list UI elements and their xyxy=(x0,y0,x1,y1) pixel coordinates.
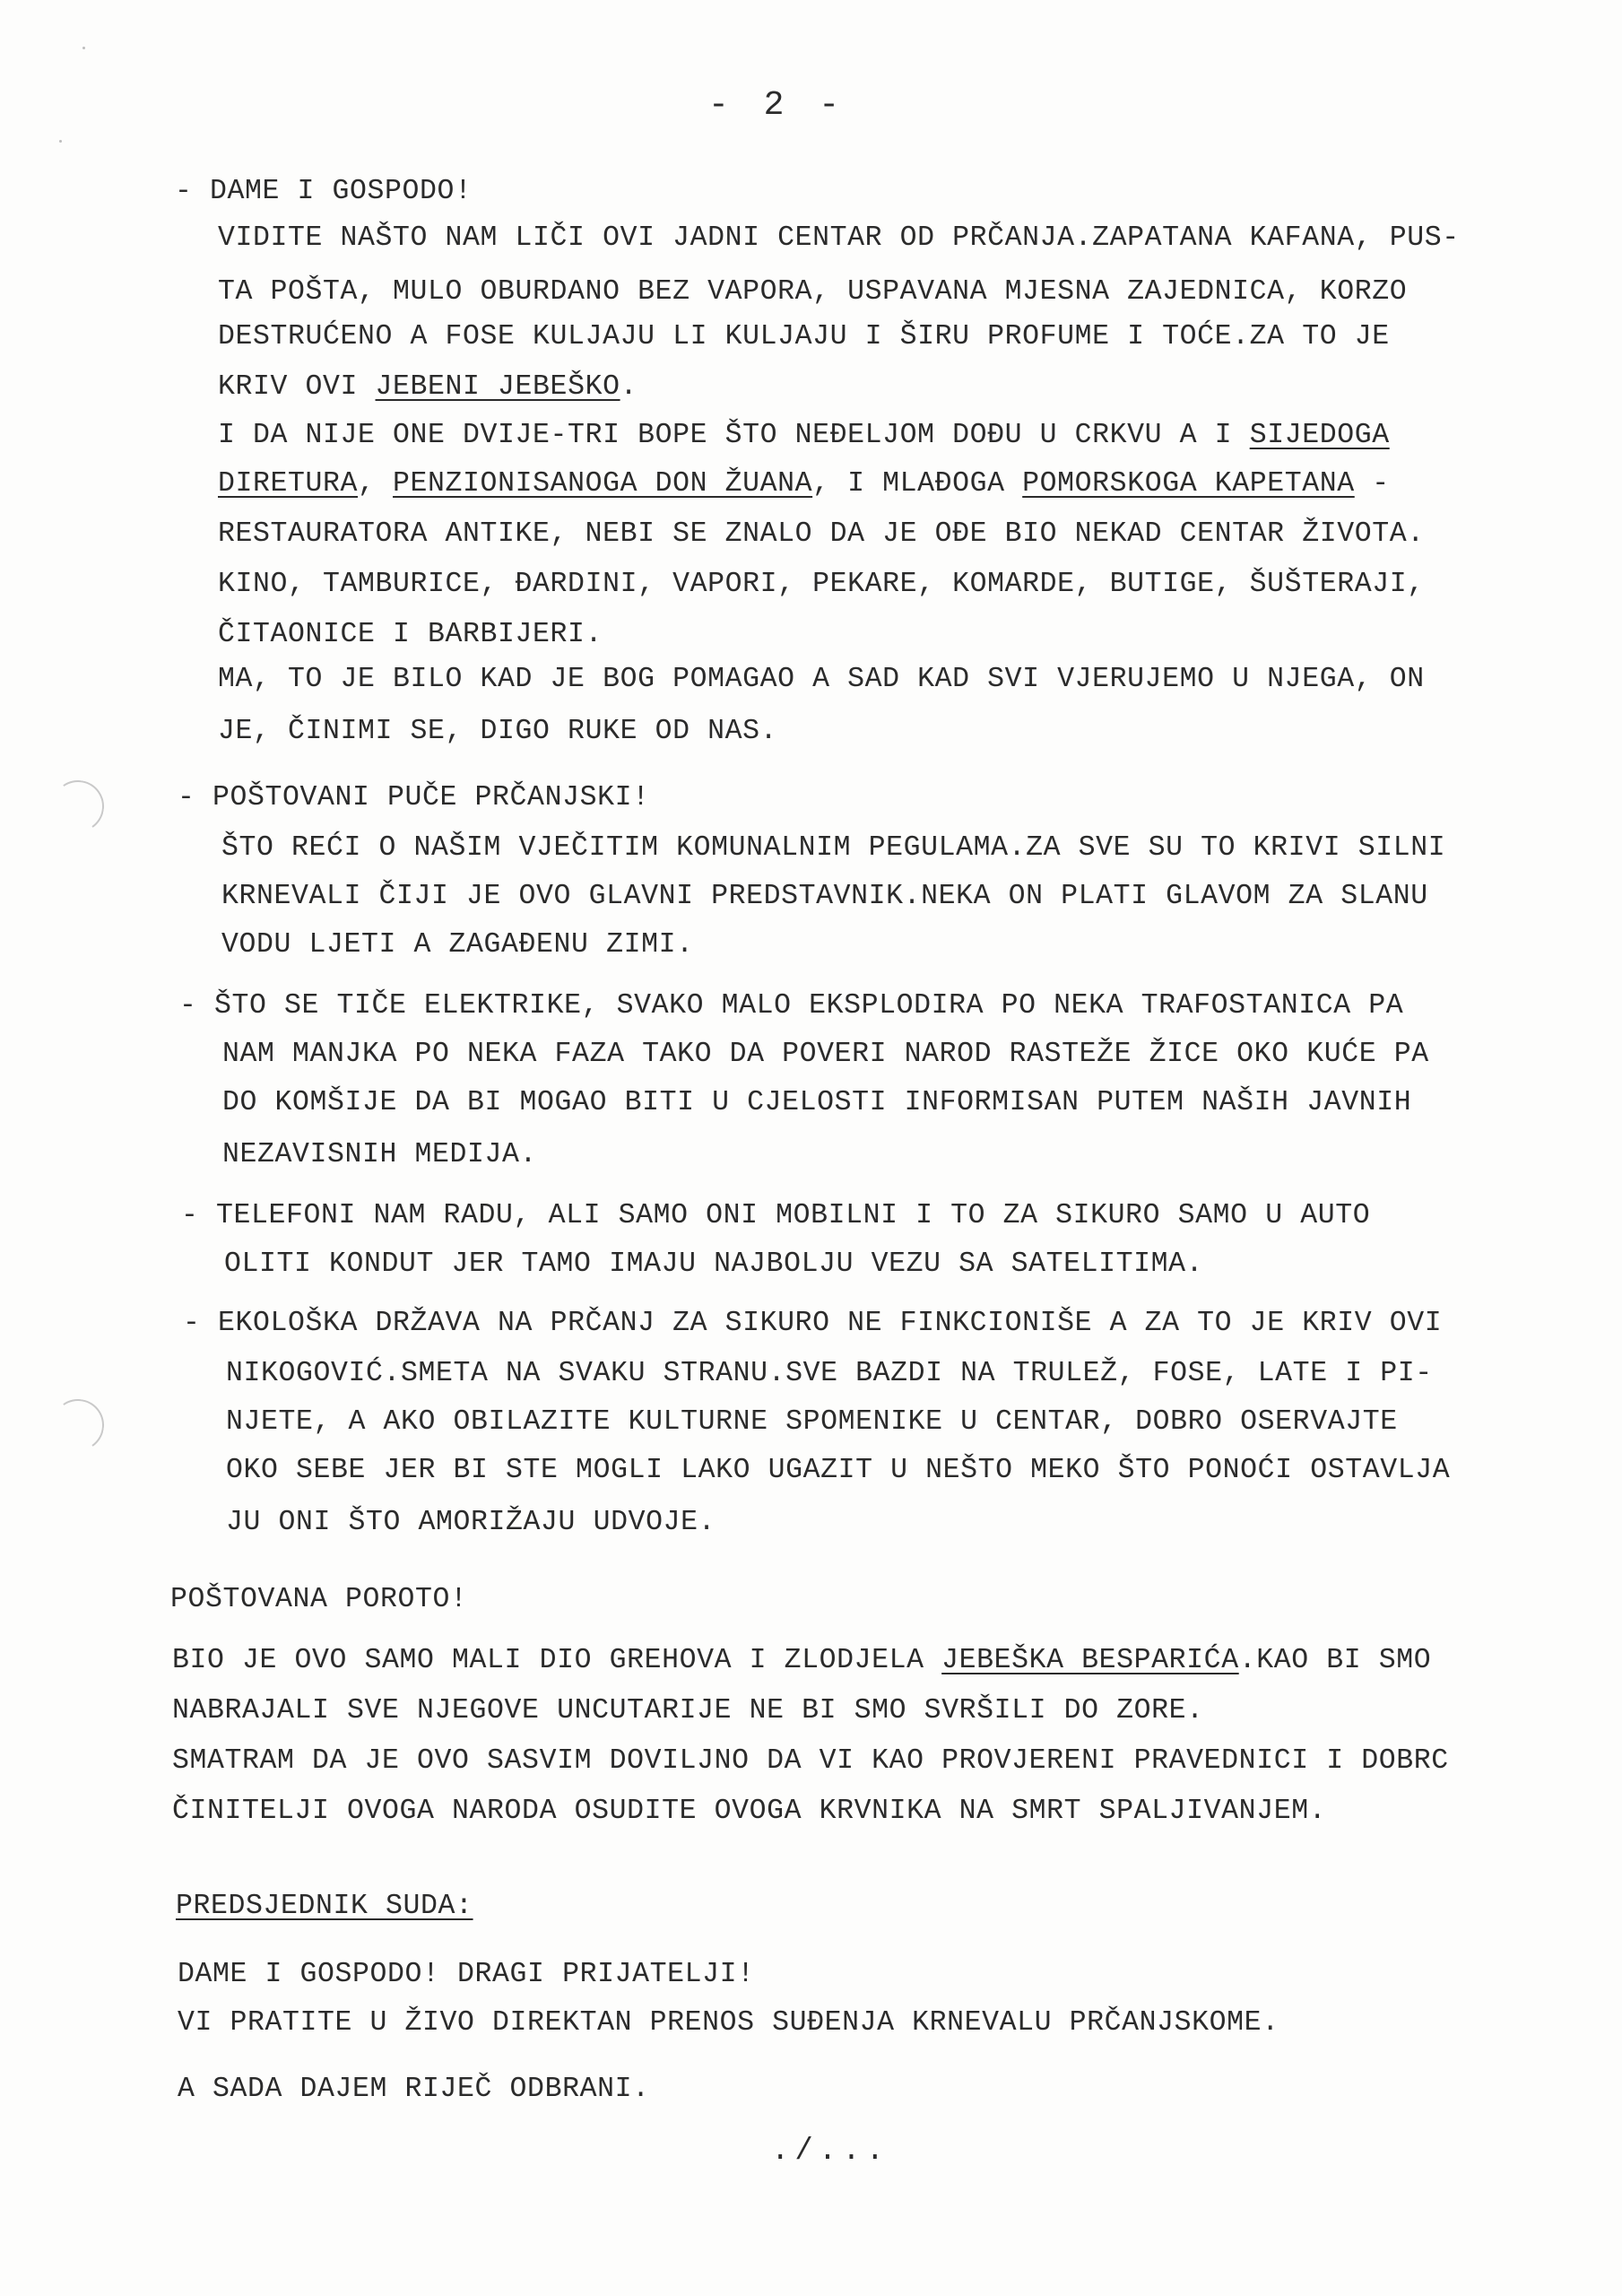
text-line: MA, TO JE BILO KAD JE BOG POMAGAO A SAD KAD SVI VJERUJEMO U NJEGA, ON xyxy=(218,664,1425,695)
page-number: - 2 - xyxy=(708,86,847,125)
text-line: KINO, TAMBURICE, ĐARDINI, VAPORI, PEKARE, KOMARDE, BUTIGE, ŠUŠTERAJI, xyxy=(218,569,1425,600)
text-line: NJETE, A AKO OBILAZITE KULTURNE SPOMENIKE U CENTAR, DOBRO OSERVAJTE xyxy=(226,1406,1398,1438)
text-line: DESTRUĆENO A FOSE KULJAJU LI KULJAJU I ŠIRU PROFUME I TOĆE.ZA TO JE xyxy=(218,321,1390,352)
text-line: POŠTOVANA POROTO! xyxy=(170,1584,468,1615)
continuation-mark: ./... xyxy=(771,2135,890,2169)
text-line: OKO SEBE JER BI STE MOGLI LAKO UGAZIT U NEŠTO MEKO ŠTO PONOĆI OSTAVLJA xyxy=(226,1455,1451,1486)
text-line: JE, ČINIMI SE, DIGO RUKE OD NAS. xyxy=(218,716,778,747)
text-line xyxy=(218,371,638,403)
text-segment: . xyxy=(620,371,638,403)
text-line: KRNEVALI ČIJI JE OVO GLAVNI PREDSTAVNIK.NEKA ON PLATI GLAVOM ZA SLANU xyxy=(221,881,1428,912)
text-segment: - xyxy=(1354,468,1390,500)
text-segment: .KAO BI SMO xyxy=(1238,1645,1432,1676)
text-line: - TELEFONI NAM RADU, ALI SAMO ONI MOBILNI I TO ZA SIKURO SAMO U AUTO xyxy=(181,1200,1371,1231)
text-line: - POŠTOVANI PUČE PRČANJSKI! xyxy=(178,782,650,813)
underlined-name: JEBEŠKA BESPARIĆA xyxy=(941,1645,1239,1676)
text-line: - EKOLOŠKA DRŽAVA NA PRČANJ ZA SIKURO NE FINKCIONIŠE A ZA TO JE KRIV OVI xyxy=(183,1308,1443,1339)
text-line: NABRAJALI SVE NJEGOVE UNCUTARIJE NE BI SMO SVRŠILI DO ZORE. xyxy=(172,1695,1204,1726)
punch-hole-mark xyxy=(48,1395,108,1455)
underlined-heading: PREDSJEDNIK SUDA: xyxy=(176,1891,473,1922)
text-line: NAM MANJKA PO NEKA FAZA TAKO DA POVERI NAROD RASTEŽE ŽICE OKO KUĆE PA xyxy=(222,1039,1429,1070)
text-line xyxy=(218,468,1390,500)
text-line xyxy=(172,1645,1431,1676)
text-line: DO KOMŠIJE DA BI MOGAO BITI U CJELOSTI INFORMISAN PUTEM NAŠIH JAVNIH xyxy=(222,1087,1412,1118)
underlined-name: POMORSKOGA KAPETANA xyxy=(1022,468,1355,500)
text-line: TA POŠTA, MULO OBURDANO BEZ VAPORA, USPAVANA MJESNA ZAJEDNICA, KORZO xyxy=(218,276,1408,308)
text-line: JU ONI ŠTO AMORIŽAJU UDVOJE. xyxy=(226,1507,716,1538)
paper-speck xyxy=(59,140,62,143)
text-line: ČINITELJI OVOGA NARODA OSUDITE OVOGA KRVNIKA NA SMRT SPALJIVANJEM. xyxy=(172,1796,1327,1827)
text-line: ŠTO REĆI O NAŠIM VJEČITIM KOMUNALNIM PEGULAMA.ZA SVE SU TO KRIVI SILNI xyxy=(221,832,1446,864)
paper-speck xyxy=(82,47,85,49)
text-line: SMATRAM DA JE OVO SASVIM DOVILJNO DA VI KAO PROVJERENI PRAVEDNICI I DOBRC xyxy=(172,1745,1449,1777)
text-line: A SADA DAJEM RIJEČ ODBRANI. xyxy=(178,2074,650,2105)
text-line: RESTAURATORA ANTIKE, NEBI SE ZNALO DA JE OĐE BIO NEKAD CENTAR ŽIVOTA. xyxy=(218,518,1425,550)
underlined-name: PENZIONISANOGA DON ŽUANA xyxy=(393,468,813,500)
speaker-heading xyxy=(176,1891,473,1922)
text-line: NIKOGOVIĆ.SMETA NA SVAKU STRANU.SVE BAZDI NA TRULEŽ, FOSE, LATE I PI- xyxy=(226,1358,1433,1389)
text-line: NEZAVISNIH MEDIJA. xyxy=(222,1139,538,1170)
text-line: ČITAONICE I BARBIJERI. xyxy=(218,619,603,650)
underlined-name: SIJEDOGA xyxy=(1249,420,1390,451)
text-segment: BIO JE OVO SAMO MALI DIO GREHOVA I ZLODJELA xyxy=(172,1645,942,1676)
text-line: OLITI KONDUT JER TAMO IMAJU NAJBOLJU VEZU SA SATELITIMA. xyxy=(224,1248,1204,1280)
text-segment: , I MLAĐOGA xyxy=(812,468,1023,500)
underlined-name: DIRETURA xyxy=(218,468,359,500)
text-segment: , xyxy=(358,468,394,500)
text-segment: KRIV OVI xyxy=(218,371,376,403)
text-line: VODU LJETI A ZAGAĐENU ZIMI. xyxy=(221,929,694,961)
text-line: DAME I GOSPODO! DRAGI PRIJATELJI! xyxy=(178,1959,755,1990)
punch-hole-mark xyxy=(48,776,108,836)
text-line: VIDITE NAŠTO NAM LIČI OVI JADNI CENTAR OD PRČANJA.ZAPATANA KAFANA, PUS- xyxy=(218,222,1460,254)
text-line: VI PRATITE U ŽIVO DIREKTAN PRENOS SUĐENJA KRNEVALU PRČANJSKOME. xyxy=(178,2007,1279,2039)
underlined-name: JEBENI JEBEŠKO xyxy=(375,371,620,403)
text-line xyxy=(218,420,1390,451)
text-line: - DAME I GOSPODO! xyxy=(175,176,473,207)
text-line: - ŠTO SE TIČE ELEKTRIKE, SVAKO MALO EKSPLODIRA PO NEKA TRAFOSTANICA PA xyxy=(179,990,1404,1022)
text-segment: I DA NIJE ONE DVIJE-TRI BOPE ŠTO NEĐELJOM DOĐU U CRKVU A I xyxy=(218,420,1250,451)
